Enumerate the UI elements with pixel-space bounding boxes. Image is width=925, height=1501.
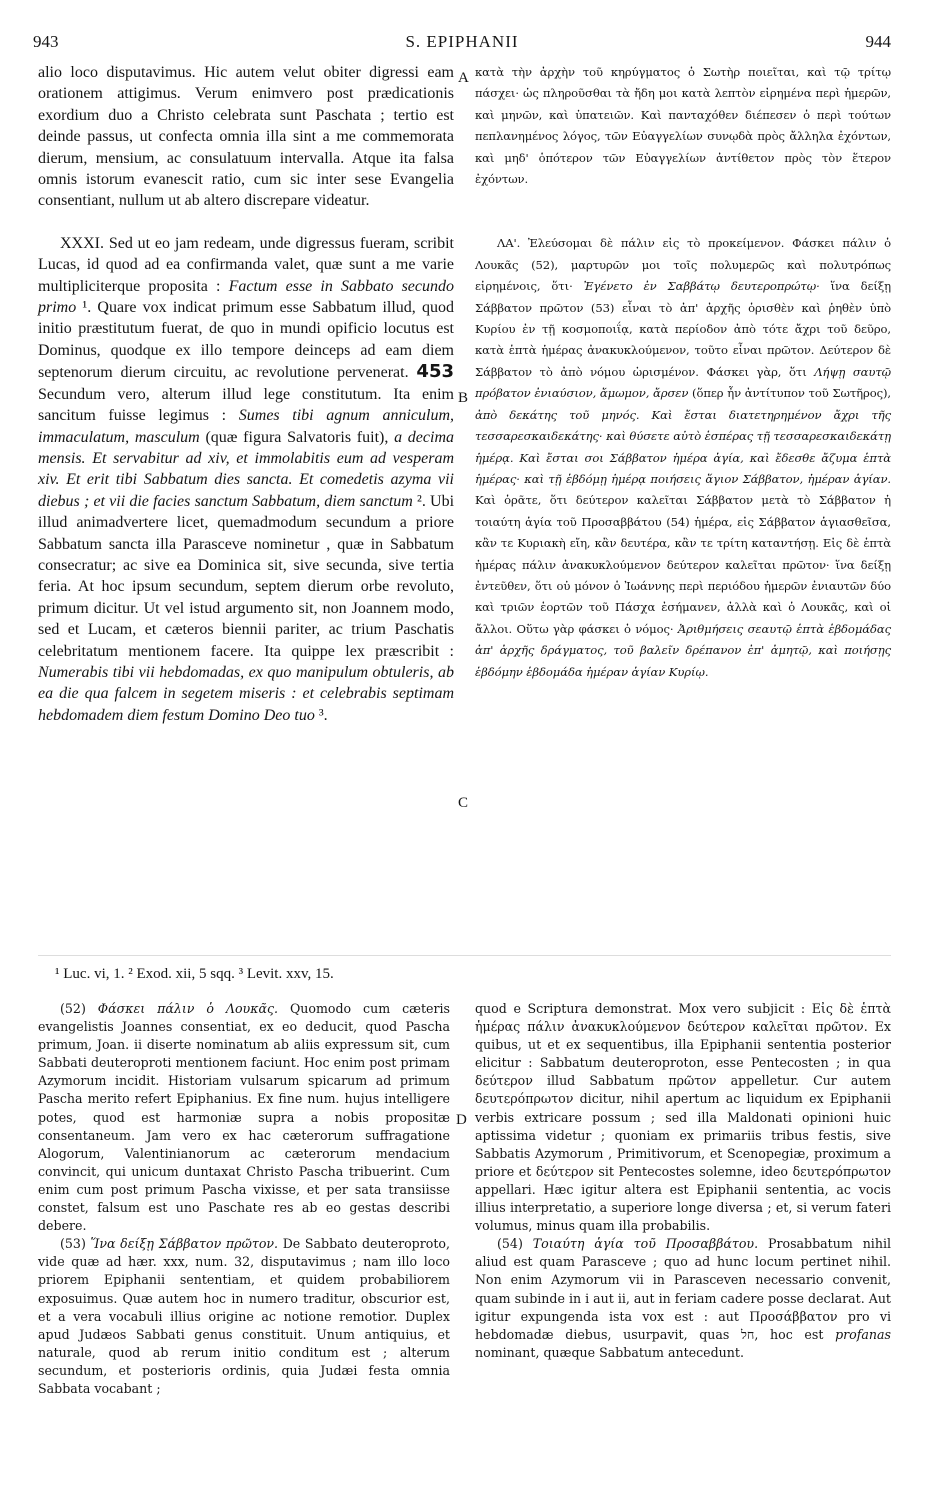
notes-left-column [38, 1000, 450, 1398]
latin-text-column [38, 62, 454, 726]
notes-right-column [475, 1000, 891, 1362]
running-header [33, 32, 891, 54]
note-54: (54) Τοιαύτη ἁγία τοῦ Προσαββάτου. Prosabbatum nihil aliud est quam Parasceve ; quo ad hunc locum pertinet nihil. Non enim Azymorum vii in Parasceven necessario convenit, quam subinde in i aut ii, aut in feriam cadere posse declarat. Aut igitur expungenda ista vox est : aut Προσάββατον pro vi hebdomadæ diebus, usurpavit, quas חל, hoc est profanas nominant, quæque Sabbatum antecedunt. [475, 1236, 892, 1360]
column-number: 453 [416, 361, 454, 383]
page-number-right: 944 [865, 32, 891, 51]
greek-paragraph: ΛΑ'. Ἐλεύσομαι δὲ πάλιν εἰς τὸ προκείμενον. Φάσκει πάλιν ὁ Λουκᾶς (52), μαρτυρῶν μοι τοῖς πολυμερῶς καὶ πολυτρόπως εἰρημένοις, ὅτι· Ἐγένετο ἐν Σαββάτῳ δευτεροπρώτῳ· ἵνα δείξῃ Σάββατον πρῶτον (53) εἶναι τὸ ἀπ' ἀρχῆς ὁρισθὲν καὶ ῥηθὲν ὑπὸ Κυρίου ἐν τῇ κοσμοποιΐᾳ, κατὰ περίοδον ἀπὸ τότε ἄχρι τοῦ δεῦρο, κατὰ ἑπτὰ ἡμέρας ἀνακυκλούμενον, τοῦτο εἶναι πρῶτον. Δεύτερον δὲ Σάββατον τὸ ἀπὸ νόμου ὡρισμένον. Φάσκει γὰρ, ὅτι Λήψῃ σαυτῷ πρόβατον ἐνιαύσιον, ἄμωμον, ἄρσεν (ὅπερ ἦν ἀντίτυπον τοῦ Σωτῆρος), ἀπὸ δεκάτης τοῦ μηνός. Καὶ ἔσται διατετηρημένον ἄχρι τῆς τεσσαρεσκαιδεκάτης· καὶ θύσετε αὐτὸ ἑσπέρας τῇ τεσσαρεσκαιδεκάτῃ ἡμέρᾳ. Καὶ ἔσται σοι Σάββατον ἡμέρα ἁγία, καὶ ἔδεσθε ἄζυμα ἑπτὰ ἡμέρας· καὶ τῇ ἑβδόμῃ ἡμέρᾳ ποιήσεις ἅγιον Σάββατον, ἡμέραν ἁγίαν. Καὶ ὁρᾶτε, ὅτι δεύτερον καλεῖται Σάββατον μετὰ τὸ Σάββατον ἡ τοιαύτη ἁγία τοῦ Προσαββάτου (54) ἡμέρα, εἰς Σάββατον ἁγιασθεῖσα, κἂν τε Κυριακὴ εἴη, κἂν δευτέρα, κἂν τε τρίτη καταντήσῃ. Εἰς δὲ ἑπτὰ ἡμέρας πάλιν ἀνακυκλούμενον δεύτερον καλεῖται πρῶτον· ἵνα δείξῃ ἐντεῦθεν, ὅτι οὐ μόνον ὁ Ἰωάννης περὶ περιόδου ἡμερῶν ἐνιαυτῶν δύο καὶ τριῶν ἑορτῶν τοῦ Πάσχα ἐσήμανεν, ἀλλὰ καὶ ὁ Λουκᾶς, καὶ οἱ ἄλλοι. Οὕτω γὰρ φάσκει ὁ νόμος· Ἀριθμήσεις σεαυτῷ ἑπτὰ ἑβδομάδας ἀπ' ἀρχῆς δράγματος, τοῦ βαλεῖν δρέπανον ἐπ' ἀμητῷ, καὶ ποιήσῃς ἑβδόμην ἑβδομάδα ἡμέραν ἁγίαν Κυρίῳ. [475, 236, 892, 679]
latin-paragraph: alio loco disputavimus. Hic autem velut obiter digressi eam orationem attigimus. Verum enimvero post prædicationis exordium duo a Christo celebrata sunt Paschata ; tertio est deinde passus, ut confecta omnia illa sint a me commemorata dierum, mensium, ac consulatuum intervalla. Atque ita falsa omnis istorum evanescit ratio, cum sic inter sese Evangelia consentiant, nullum ut ab altero discrepare videatur. [38, 64, 454, 210]
page-number-left: 943 [33, 32, 59, 51]
note-52: (52) Φάσκει πάλιν ὁ Λουκᾶς. Quomodo cum cæteris evangelistis Joannes consentiat, ex eo deducit, quod Pascha primum, Joan. ii diserte nominatum ab aliis expressum sit, cum Sabbati deuteroproti mentionem faciunt. Hoc enim post primam Azymorum incidit. Historiam vulsarum spicarum ad primum Pascha merito refert Epiphanius. Ex fine num. hujus intelligere potes, quod est harmoniæ supra a nobis propositæ consentaneum. Jam vero ex hac cæterorum suffragatione Alogorum, Valentinianorum ac cæterorum mendacium convincit, qui unicum duntaxat Christo Pascha tribuerint. Cum enim cum post primum Pascha vixisse, et per sata transiisse constet, falsum est uno Paschate res ab eo gestas describi debere. [38, 1001, 451, 1234]
note-53: (53) Ἵνα δείξῃ Σάββατον πρῶτον. De Sabbato deuteroproto, vide quæ ad hær. xxx, num. 32, disputavimus ; nam illo loco priorem Epiphanii sententiam, et quidem probabiliorem exposuimus. Quæ autem hoc in numero traditur, obscurior est, et a vera vocabuli illius origine ac notione remotior. Duplex apud Judæos Sabbati genus constituit. Unum antiquius, et naturale, quod ab rerum initio conditum est ; alterum secundum, et posterioris ordinis, quia Judæi festa omnia Sabbata vocabant ; [38, 1236, 450, 1396]
margin-letter: C [458, 795, 469, 811]
greek-text-column [475, 62, 891, 683]
note-53-continued: quod e Scriptura demonstrat. Mox vero subjicit : Εἰς δὲ ἑπτὰ ἡμέρας πάλιν ἀνακυκλούμενον δεύτερον καλεῖται πρῶτον. Ex quibus, ut et ex sequentibus, illa Epiphanii sententia posterior elicitur : Sabbatum deuteroproton, esse Pentecosten ; in qua δεύτερον illud Sabbatum πρῶτον appelletur. Cur autem δευτερόπρωτον dicitur, nihil apertum ac liquidum ex Epiphanii verbis extricare possum ; sed illa Maldonati opinioni huic aptissima videtur ; quoniam ex primariis tribus festis, sive Sabbatis Azymorum , Primitivorum, et Scenopegiæ, proximum a priore et δεύτερον sit Pentecostes solemne, ideo δευτερόπρωτον appellari. Hæc igitur altera est Epiphanii sententia, ac vocis illius interpretatio, a superiore longe diversa ; et, si verum fateri volumus, minus quam illa probabilis. [475, 1001, 891, 1234]
margin-letter: A [458, 70, 469, 86]
latin-paragraph: XXXI. Sed ut eo jam redeam, unde digressus fueram, scribit Lucas, id quod ad ea confirmanda valet, quæ sunt a me varie multipliciterque proposita : Factum esse in Sabbato secundo primo ¹. Quare vox indicat primum esse Sabbatum illud, quod initio præstitutum fuerat, de quo in mundi opificio locutus est Dominus, quodque ex illo tempore deinceps ad eam diem septenorum dierum circuitu, ac revolutione pervenerat. 453 Secundum vero, alterum illud lege constitutum. Ita enim sancitum fuisse legimus : Sumes tibi agnum anniculum, immaculatum, masculum (quæ figura Salvatoris fuit), a decima mensis. Et servabitur ad xiv, et immolabitis eum ad vesperam xiv. Et erit tibi Sabbatum dies sancta. Et comedetis azyma vii diebus ; et vii die facies sanctum Sabbatum, diem sanctum ². Ubi illud animadvertere licet, quemadmodum secundum a priore Sabbatum sancta illa Parasceve nominetur , quæ in Sabbatum consecratur; ac sive ea Dominica sit, sive secunda, sive tertia feria. At hoc ipsum secundum, septem dierum orbe revoluto, primum dicitur. Ut vel istud argumento sit, non Joannem modo, sed et Lucam, et cæteros biennii pariter, ac trium Paschatis celebritatum mentionem facere. Ita quippe lex præscribit : Numerabis tibi vii hebdomadas, ex quo manipulum obtuleris, ab ea die qua falcem in segetem miseris : et celebrabis septimam hebdomadem diem festum Domino Deo tuo ³. [38, 234, 455, 724]
margin-letter: B [458, 390, 469, 406]
running-title: S. EPIPHANII [405, 32, 519, 51]
footnote-divider [38, 955, 891, 956]
margin-letter: D [456, 1112, 467, 1128]
footnotes: ¹ Luc. vi, 1. ² Exod. xii, 5 sqq. ³ Levit. xxv, 15. [55, 966, 334, 982]
greek-paragraph: κατὰ τὴν ἀρχὴν τοῦ κηρύγματος ὁ Σωτὴρ ποιεῖται, καὶ τῷ τρίτῳ πάσχει· ὡς πληροῦσθαι τὰ ἤδη μοι κατὰ λεπτὸν εἰρημένα περὶ ἡμερῶν, καὶ μηνῶν, καὶ ὑπατειῶν. Καὶ πανταχόθεν διέπεσεν ὁ περὶ τούτων πεπλανημένος λόγος, τῶν Εὐαγγελίων συνῳδὰ πρὸς ἄλληλα ἐχόντων, καὶ μηδ' ὁπότερον τῶν Εὐαγγελίων ἀντίθετον πρὸς τὸν ἕτερον ἐχόντων. [475, 65, 891, 187]
